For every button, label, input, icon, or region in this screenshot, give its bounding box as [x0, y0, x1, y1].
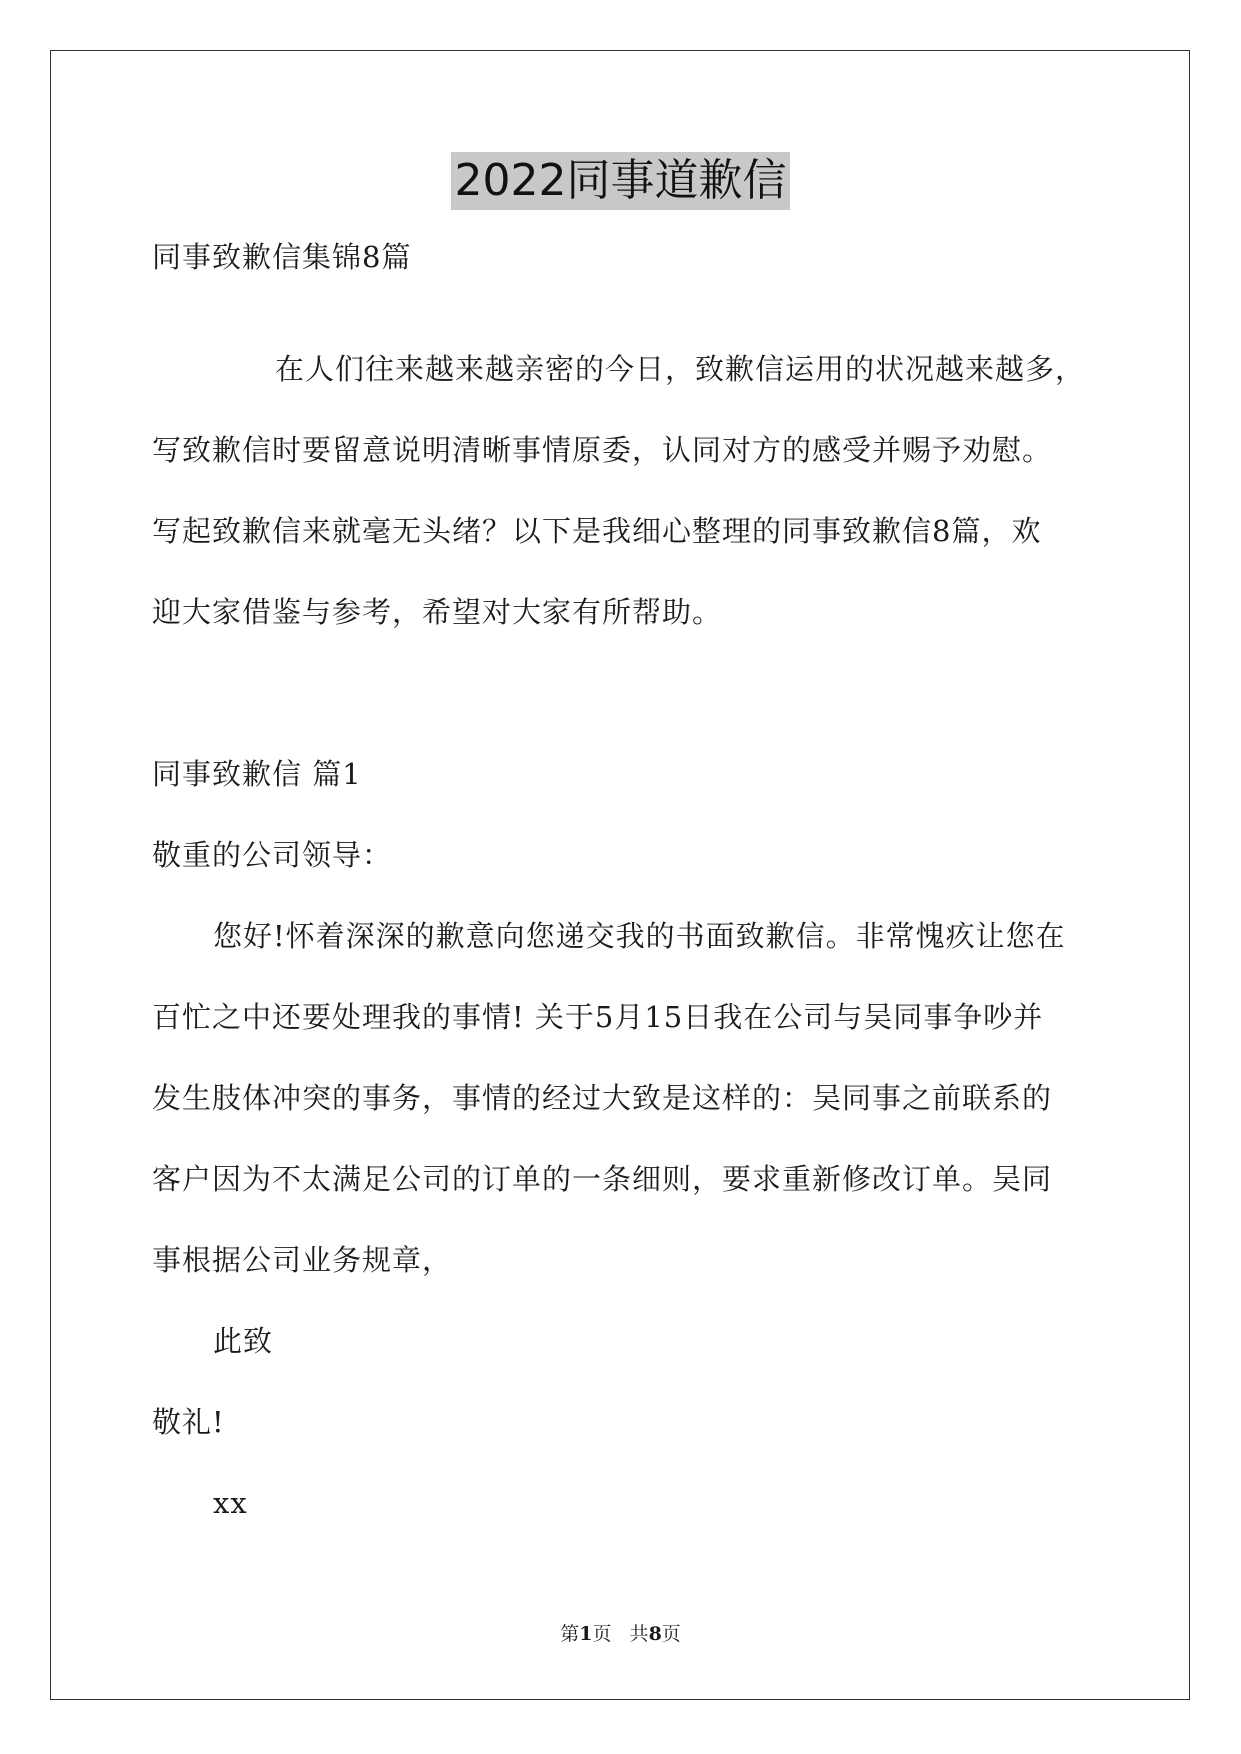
footer-prefix: 第 — [560, 1623, 580, 1645]
document-title: 2022同事道歉信 — [451, 152, 791, 210]
footer-current-page: 1 — [579, 1623, 593, 1645]
intro-line-3: 写起致歉信来就毫无头绪？以下是我细心整理的同事致歉信8篇，欢 — [152, 514, 1042, 548]
section-heading: 同事致歉信 篇1 — [152, 757, 362, 791]
footer-suffix: 页 — [661, 1623, 681, 1645]
body-line-3: 发生肢体冲突的事务，事情的经过大致是这样的：吴同事之前联系的 — [152, 1081, 1053, 1115]
intro-line-2: 写致歉信时要留意说明清晰事情原委，认同对方的感受并赐予劝慰。 — [152, 433, 1053, 467]
body-line-1: 您好!怀着深深的歉意向您递交我的书面致歉信。非常愧疚让您在 — [213, 919, 1066, 953]
body-line-5: 事根据公司业务规章， — [152, 1243, 453, 1277]
subtitle: 同事致歉信集锦8篇 — [152, 240, 412, 274]
intro-line-4: 迎大家借鉴与参考，希望对大家有所帮助。 — [152, 595, 723, 629]
salutation: 敬重的公司领导： — [152, 838, 393, 872]
body-line-4: 客户因为不太满足公司的订单的一条细则，要求重新修改订单。吴同 — [152, 1162, 1053, 1196]
intro-line-1: 在人们往来越来越亲密的今日，致歉信运用的状况越来越多， — [275, 352, 1086, 386]
footer-middle: 页 共 — [592, 1623, 649, 1645]
footer-total-pages: 8 — [648, 1623, 662, 1645]
signature: xx — [213, 1486, 248, 1520]
page-footer — [0, 1621, 1241, 1647]
title-container — [0, 152, 1241, 210]
page-border — [50, 50, 1190, 1700]
closing-1: 此致 — [213, 1324, 274, 1358]
body-line-2: 百忙之中还要处理我的事情! 关于5月15日我在公司与吴同事争吵并 — [152, 1000, 1044, 1034]
closing-2: 敬礼! — [152, 1405, 225, 1439]
